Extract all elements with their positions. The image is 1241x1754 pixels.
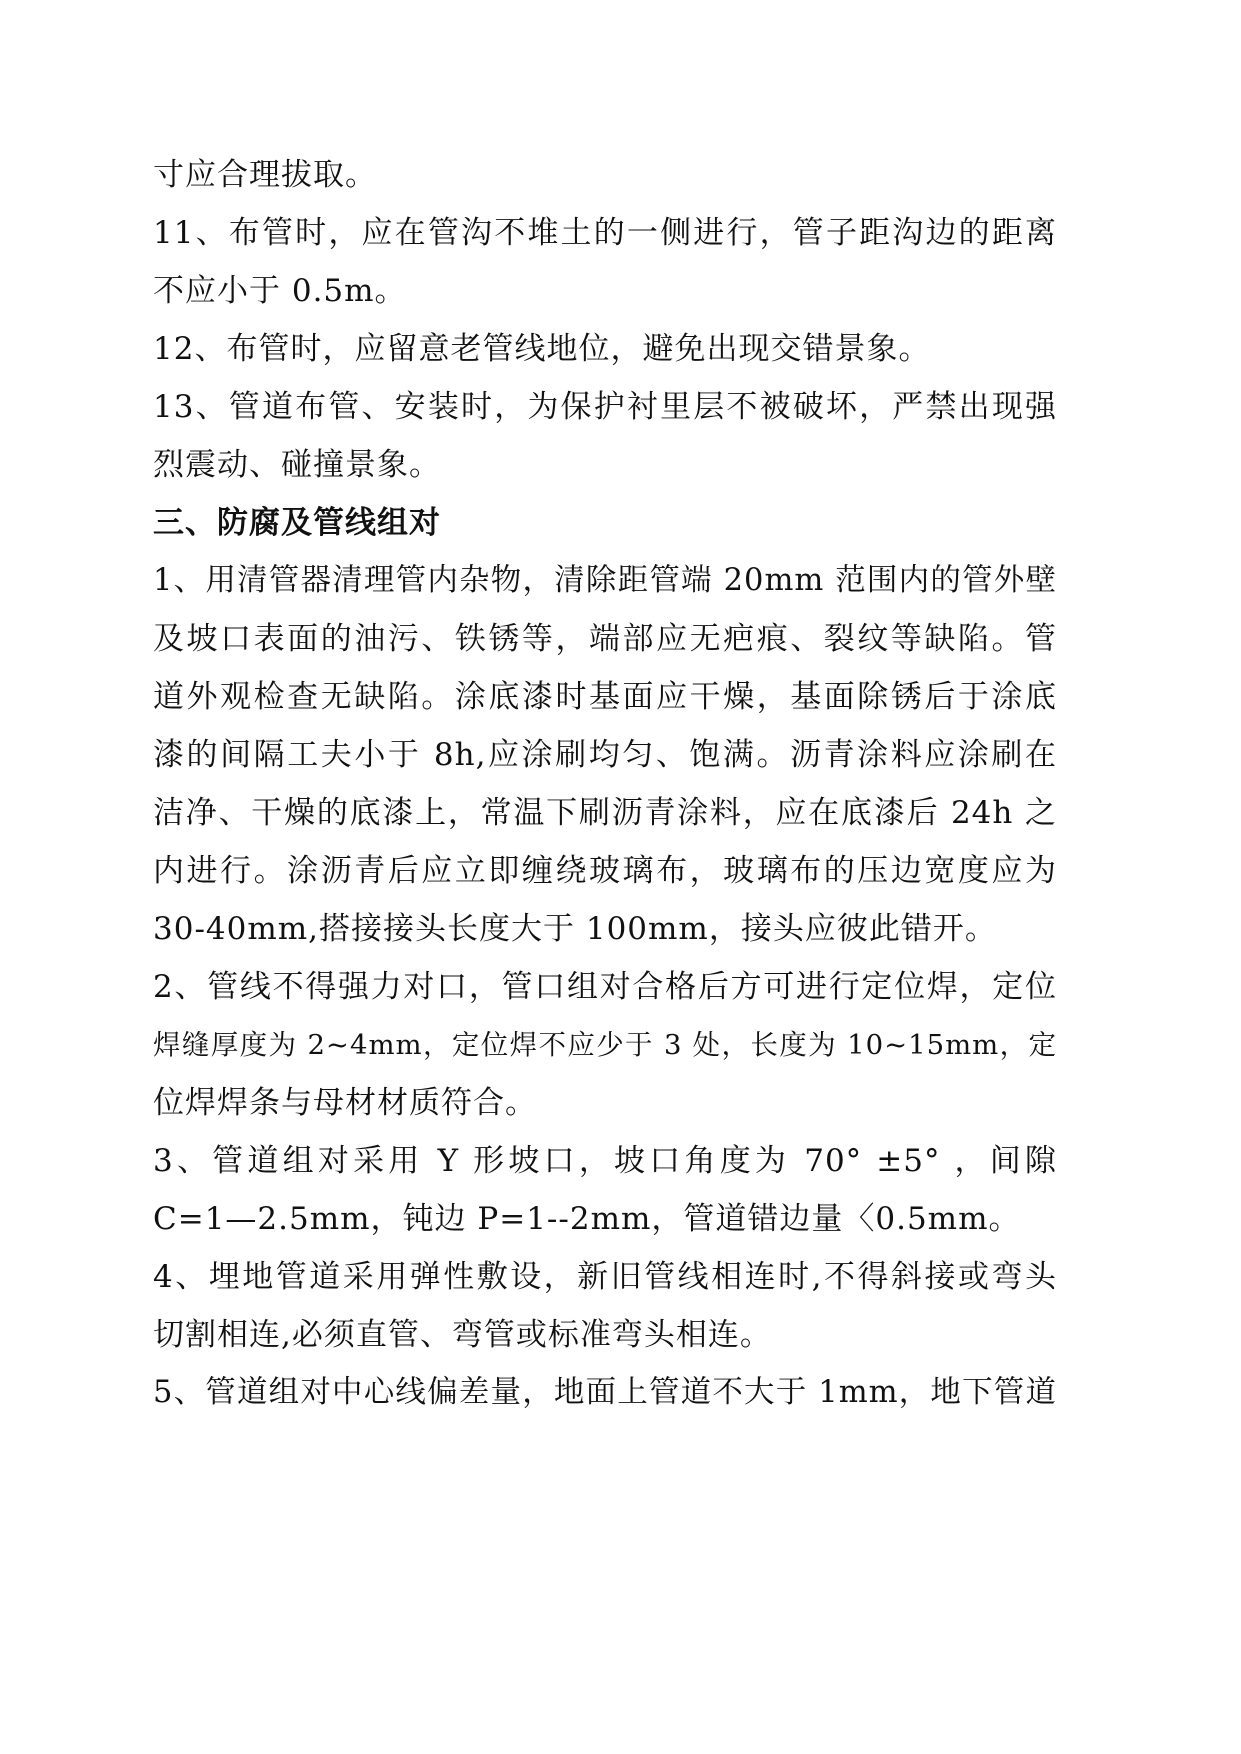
text-line: 5、管道组对中心线偏差量，地面上管道不大于 1mm，地下管道 (153, 1375, 1057, 1410)
text-line: 洁净、干燥的底漆上，常温下刷沥青涂料，应在底漆后 24h 之 (153, 795, 1057, 831)
text-line: 内进行。涂沥青后应立即缠绕玻璃布，玻璃布的压边宽度应为 (153, 853, 1057, 889)
text-line: 2、管线不得强力对口，管口组对合格后方可进行定位焊，定位 (153, 969, 1057, 1005)
text-line: 漆的间隔工夫小于 8h,应涂刷均匀、饱满。沥青涂料应涂刷在 (153, 737, 1057, 773)
text-line: 12、布管时，应留意老管线地位，避免出现交错景象。 (153, 331, 931, 367)
text-line: 30-40mm,搭接接头长度大于 100mm，接头应彼此错开。 (153, 911, 997, 947)
text-line: 位焊焊条与母材材质符合。 (153, 1085, 537, 1121)
text-line: 1、用清管器清理管内杂物，清除距管端 20mm 范围内的管外壁 (153, 563, 1057, 598)
text-line: 4、埋地管道采用弹性敷设，新旧管线相连时,不得斜接或弯头 (153, 1259, 1057, 1295)
text-line: C=1—2.5mm，钝边 P=1--2mm，管道错边量〈0.5mm。 (153, 1201, 1021, 1237)
text-line: 烈震动、碰撞景象。 (153, 447, 441, 483)
section-heading: 三、防腐及管线组对 (153, 505, 441, 541)
text-line: 13、管道布管、安装时，为保护衬里层不被破坏，严禁出现强 (153, 389, 1057, 425)
text-line: 切割相连,必须直管、弯管或标准弯头相连。 (153, 1317, 772, 1353)
text-line: 3、管道组对采用 Y 形坡口，坡口角度为 70° ±5° ，间隙 (153, 1143, 1057, 1179)
text-line: 道外观检查无缺陷。涂底漆时基面应干燥，基面除锈后于涂底 (153, 679, 1057, 715)
text-line: 不应小于 0.5m。 (153, 273, 407, 309)
text-line: 寸应合理拔取。 (153, 157, 377, 193)
text-line: 及坡口表面的油污、铁锈等，端部应无疤痕、裂纹等缺陷。管 (153, 621, 1057, 657)
text-line: 焊缝厚度为 2~4mm，定位焊不应少于 3 处，长度为 10~15mm，定 (153, 1029, 1057, 1061)
document-page (153, 146, 1057, 1422)
text-line: 11、布管时，应在管沟不堆土的一侧进行，管子距沟边的距离 (153, 215, 1057, 251)
